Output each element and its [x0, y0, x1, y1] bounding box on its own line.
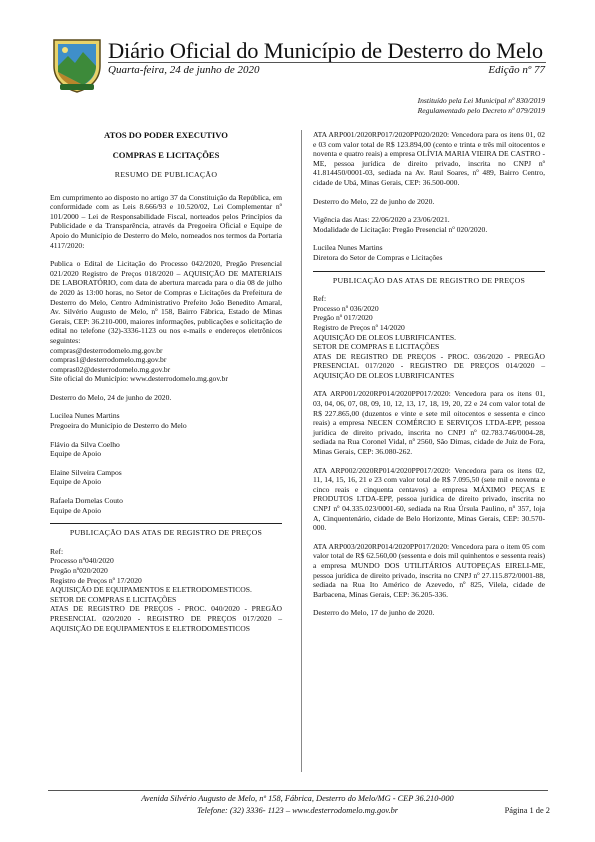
ata-entry: ATA ARP003/2020RP014/2020PP017/2020: Vencedora para o item 05 com valor total de R$ 62.560,00 (sessenta e dois mil quinhentos e sessenta reais) a empresa MUNDO DOS UTILITÁRIOS AUTOPEÇAS EIRELI-ME, pessoa jurídica de direito privado, inscrita no CNPJ nº 27.115.872/0001-88, sediada na Rua Ito Américo de Azevedo, nº 825, Vilela, cidade de Barbacena, Minas Gerais, CEP: 36.205-336. [313, 541, 545, 599]
document-footer [0, 790, 595, 842]
institution-note [418, 96, 545, 116]
tender-paragraph: Publica o Edital de Licitação do Processo 042/2020, Pregão Presencial 021/2020 Registro de Preços 018/2020 – AQUISIÇÃO DE MATERIAIS DE LABORATÓRIO, com data de abertura marcada para o dia 08 de julho de 2020 às 13:00 horas, no Setor de Compras e Licitações da Prefeitura de Desterro do Melo, Centro Administrativo Prefeito João Benedito Amaral, Av. Silvério Augusto de Melo, nº 158, Bairro Fábrica, Estado de Minas Gerais, CEP: 36.210-000, maiores informações, publicações e solicitação de edital no telefone (32)-3336-1123 ou nos e-mails e endereços eletrônicos seguintes: [50, 259, 282, 345]
reference-description: ATAS DE REGISTRO DE PREÇOS - PROC. 036/2020 - PREGÃO PRESENCIAL 017/2020 - REGISTRO DE PREÇOS 014/2020 – AQUISIÇÃO DE OLEOS LUBRIFICANTES [313, 351, 545, 380]
reference-auction: Pregão nº 017/2020 [313, 313, 373, 323]
reference-object: AQUISIÇÃO DE OLEOS LUBRIFICANTES. [313, 332, 457, 342]
reference-process: Processo nº040/2020 [50, 556, 114, 566]
section-heading-executive: ATOS DO PODER EXECUTIVO [104, 130, 228, 140]
reference-label: Ref: [313, 294, 327, 304]
reference-auction: Pregão nº020/2020 [50, 566, 108, 575]
signatory-name: Lucilea Nunes Martins [50, 411, 120, 421]
reference-price-registry: Registro de Preços nº 17/2020 [50, 575, 142, 585]
email-link[interactable]: compras@desterrodomelo.mg.gov.br [50, 345, 163, 355]
place-date: Desterro do Melo, 22 de junho de 2020. [313, 196, 435, 206]
footer-rule [48, 790, 548, 791]
reference-object: AQUISIÇÃO DE EQUIPAMENTOS E ELETRODOMESTICOS. [50, 585, 252, 595]
municipal-crest-icon [50, 36, 104, 94]
right-column [313, 130, 545, 618]
column-divider [301, 130, 302, 772]
ata-entry: ATA ARP001/2020RP017/2020PP020/2020: Vencedora para os itens 01, 02 e 03 com valor total de R$ 123.894,00 (cento e trinta e três mil oitocentos e noventa e quatro reais) a empresa OLÍVIA MARIA VIEIRA DE CASTRO - ME, pessoa jurídica de direito privado, inscrita no CNPJ nº 41.814450/0001-03, sediada na Av. Raul Soares, nº 489, Bairro Centro, cidade de Ubá, Minas Gerais, CEP: 36.500-000. [313, 130, 545, 187]
reference-label: Ref: [50, 546, 64, 556]
reference-process: Processo nº 036/2020 [313, 303, 379, 313]
section-heading-price-records: PUBLICAÇÃO DAS ATAS DE REGISTRO DE PREÇOS [69, 528, 263, 538]
email-link[interactable]: compras02@desterrodomelo.mg.gov.br [50, 364, 171, 374]
page-number: Página 1 de 2 [504, 806, 550, 815]
signatory-name: Rafaela Dornelas Couto [50, 496, 123, 506]
section-separator [313, 271, 545, 272]
section-heading-summary: RESUMO DE PUBLICAÇÃO [114, 170, 218, 179]
intro-paragraph: Em cumprimento ao disposto no artigo 37 da Constituição da República, em conformidade com as Leis 8.666/93 e 10.520/02, Lei Complementar nº 101/2000 – Lei de Responsabilidade Fiscal, norteados pelos Princípios da Publicidade e da Transparência, através da Pregoeira Oficial e Equipe de Apoio do Município de Desterro do Melo, nomeados nos termos da Portaria 4117/2020: [50, 192, 282, 250]
signatory-role: Equipe de Apoio [50, 449, 102, 459]
reference-description: ATAS DE REGISTRO DE PREÇOS - PROC. 040/2020 - PREGÃO PRESENCIAL 020/2020 - REGISTRO DE PREÇOS 017/2020 – AQUISIÇÃO DE EQUIPAMENTOS E ELETRODOMESTICOS [50, 604, 282, 633]
document-header [0, 0, 595, 120]
reference-price-registry: Registro de Preços nº 14/2020 [313, 322, 405, 332]
place-date: Desterro do Melo, 24 de junho de 2020. [50, 392, 172, 402]
footer-contact: Telefone: (32) 3336- 1123 – www.desterrodomelo.mg.gov.br [196, 806, 399, 815]
email-link[interactable]: compras1@desterrodomelo.mg.gov.br [50, 355, 167, 365]
signatory-name: Flávio da Silva Coelho [50, 439, 120, 449]
signatory-name: Elaine Silveira Campos [50, 467, 122, 477]
institution-decree: Regulamentado pelo Decreto nº 079/2019 [417, 106, 545, 115]
reference-sector: SETOR DE COMPRAS E LICITAÇÕES [313, 342, 440, 352]
signatory-role: Pregoeira do Município de Desterro do Melo [50, 421, 187, 431]
ata-entry: ATA ARP001/2020RP014/2020PP017/2020: Vencedora para os itens 01, 03, 04, 06, 07, 08, 09, 10, 12, 13, 17, 18, 19, 20, 22 e 24 com valor total de R$ 227.865,00 (duzentos e vinte e sete mil oitocentos e sessenta e cinco reais) a empresa NECEN COMÉRCIO E SERVIÇOS LTDA-EPP, pessoa jurídica de direito privado, inscrita no CNPJ nº 02.783.746/0004-28, sediada na Rua Coronel Vidal, nº 2560, São Dimas, cidade de Juiz de Fora, Minas Gerais, CEP: 36.080-262. [313, 389, 545, 457]
edition-number: Edição nº 77 [488, 64, 545, 76]
institution-law: Instituído pela Lei Municipal nº 830/2019 [417, 96, 545, 105]
bidding-modality: Modalidade de Licitação: Pregão Presencial nº 020/2020. [313, 224, 488, 234]
signatory-role: Equipe de Apoio [50, 505, 102, 515]
newspaper-title: Diário Oficial do Município de Desterro do Melo [108, 38, 543, 63]
footer-address: Avenida Silvério Augusto de Melo, nº 158, Fábrica, Desterro do Melo/MG - CEP 36.210-000 [141, 794, 454, 803]
reference-sector: SETOR DE COMPRAS E LICITAÇÕES [50, 594, 177, 604]
signatory-role: Diretora do Setor de Compras e Licitações [313, 252, 443, 262]
section-heading-purchases: COMPRAS E LICITAÇÕES [112, 150, 220, 160]
signatory-role: Equipe de Apoio [50, 477, 102, 487]
validity-period: Vigência das Atas: 22/06/2020 a 23/06/2021. [313, 215, 450, 225]
section-heading-price-records: PUBLICAÇÃO DAS ATAS DE REGISTRO DE PREÇOS [332, 275, 526, 285]
left-column [50, 130, 282, 633]
official-site-link[interactable]: Site oficial do Município: www.desterrodomelo.mg.gov.br [50, 374, 228, 384]
header-rule [108, 62, 546, 63]
ata-entry: ATA ARP002/2020RP014/2020PP017/2020: Vencedora para os itens 02, 11, 14, 15, 16, 21 e 23 com valor total de R$ 7.095,50 (sete mil e noventa e cinco reais e cinquenta centavos) a empresa MÁXIMO PEÇAS E PRODUTOS LTDA-EPP, pessoa jurídica de direito privado, inscrita no CNPJ nº 04.335.023/0001-60, sediada na Rua Úrsula Paulino, nº 357, loja A, Cinquentenário, cidade de Belo Horizonte, Minas Gerais, CEP: 30.570-000. [313, 465, 545, 533]
section-separator [50, 523, 282, 524]
signatory-name: Lucilea Nunes Martins [313, 243, 383, 253]
place-date: Desterro do Melo, 17 de junho de 2020. [313, 608, 435, 618]
issue-date: Quarta-feira, 24 de junho de 2020 [108, 64, 260, 76]
